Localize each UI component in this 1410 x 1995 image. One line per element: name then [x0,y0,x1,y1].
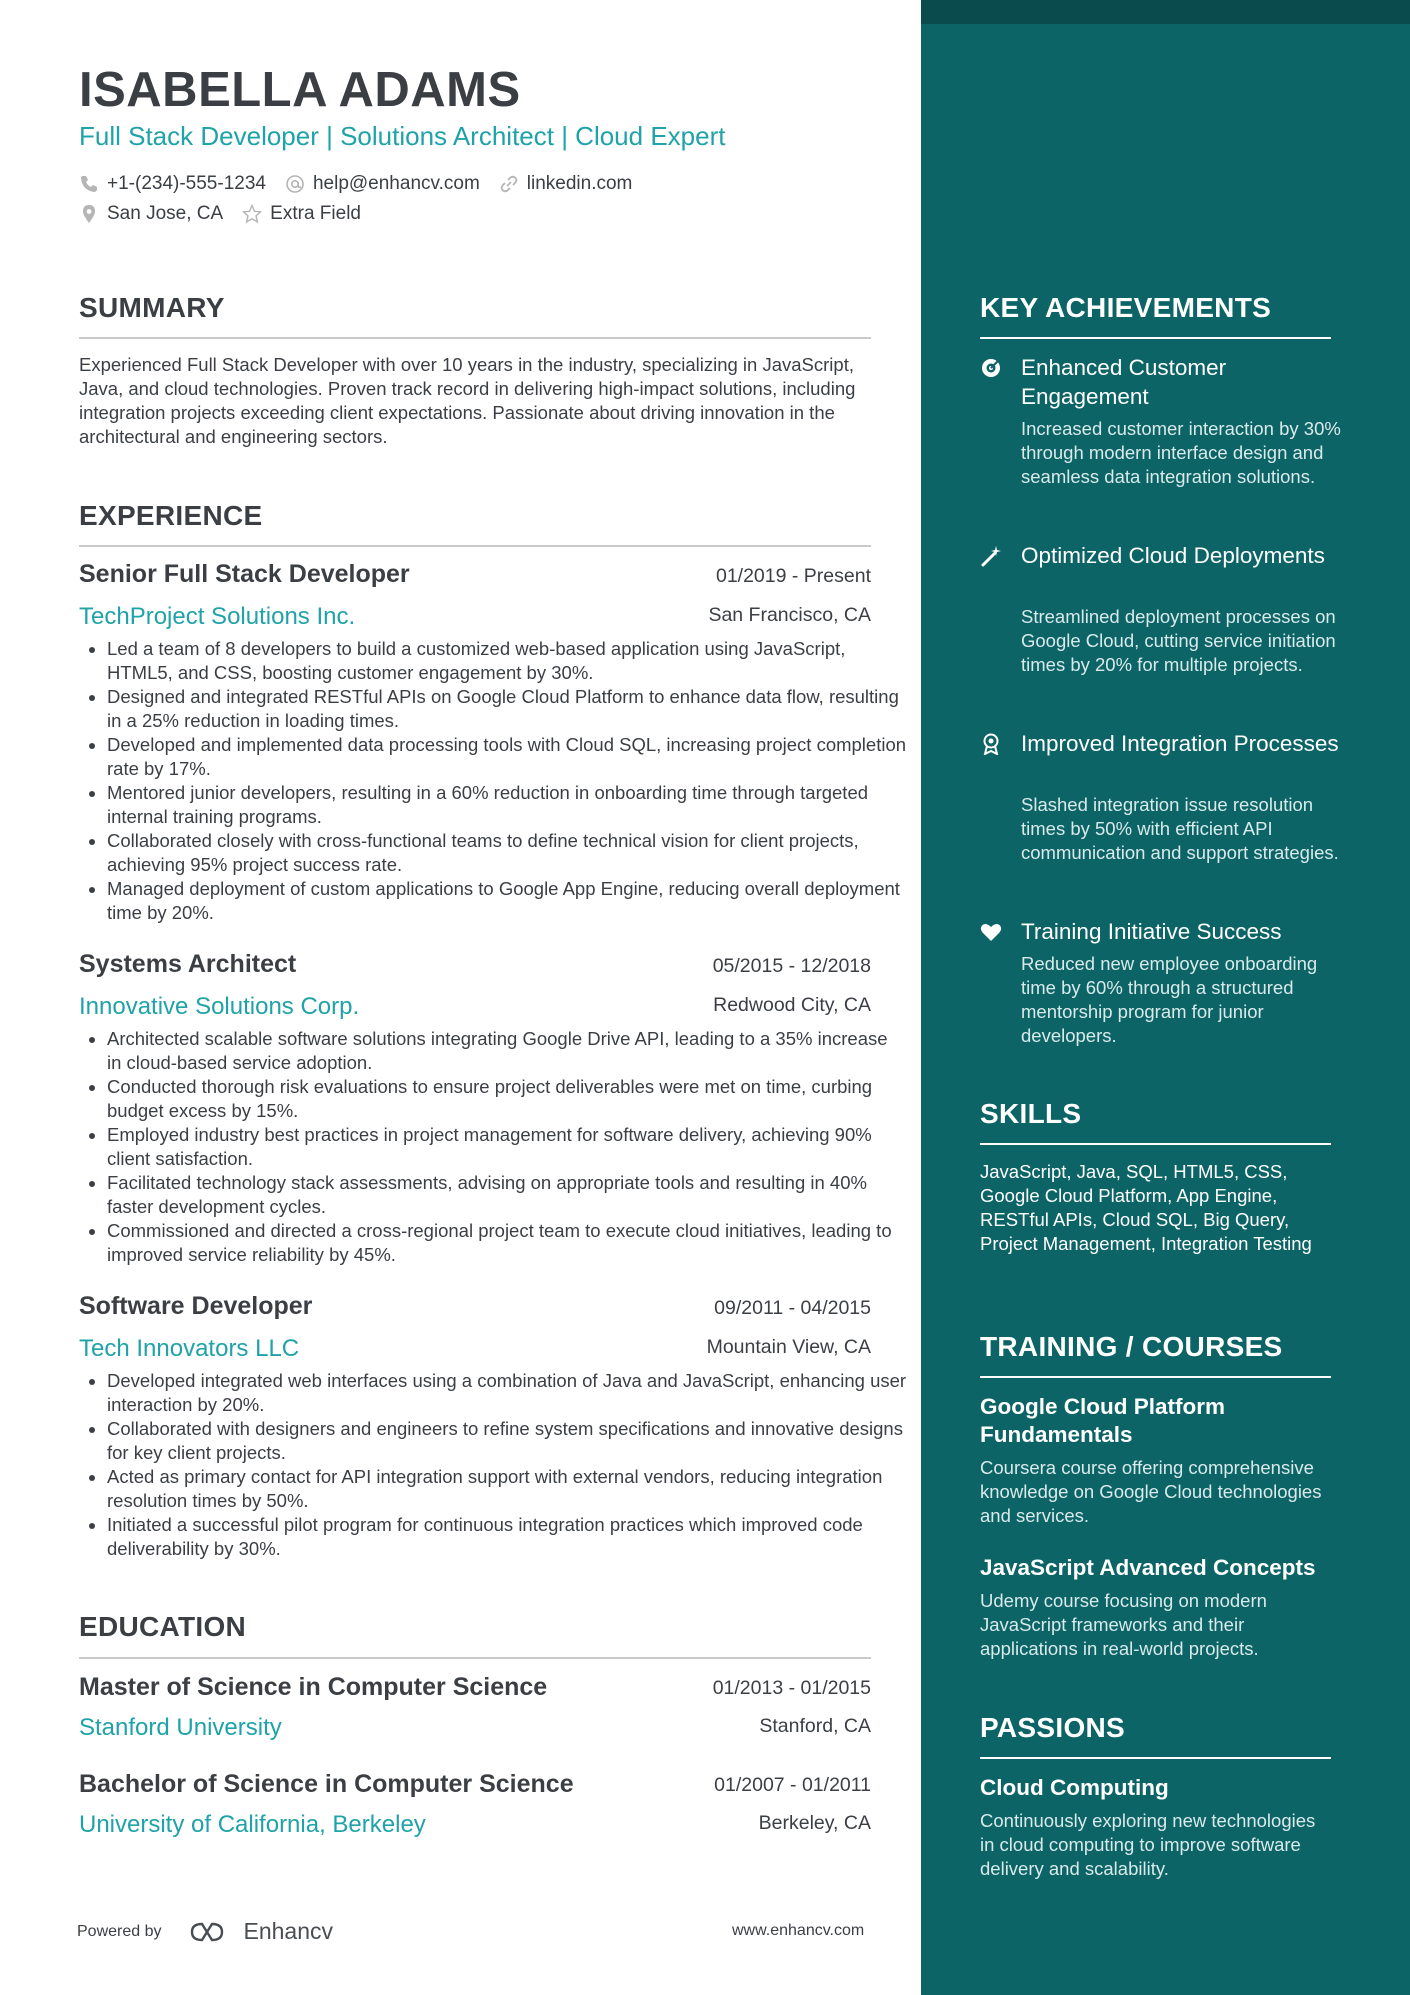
experience-divider [79,545,871,547]
candidate-name: ISABELLA ADAMS [79,63,521,117]
job-title: Senior Full Stack Developer [79,560,410,588]
location-text: San Jose, CA [107,203,224,224]
bullet: • Led a team of 8 developers to build a customized web-based application using JavaScript, HTML5, and CSS, boosting customer engagement by 30%. [107,637,907,685]
training-title: TRAINING / COURSES [980,1331,1283,1362]
bullet: • Developed and implemented data processing tools with Cloud SQL, increasing project completion rate by 17%. [107,733,907,781]
job-bullets [79,1369,907,1561]
award-ribbon-icon [980,733,1002,755]
job-location: San Francisco, CA [708,604,871,626]
bullet: • Mentored junior developers, resulting in a 60% reduction in onboarding time through targeted internal training programs. [107,781,907,829]
course-text: Coursera course offering comprehensive knowledge on Google Cloud technologies and services. [980,1457,1322,1526]
bullet: • Facilitated technology stack assessments, advising on appropriate tools and resulting in 40% faster development cycles. [107,1171,907,1219]
achievement-text: Streamlined deployment processes on Google Cloud, cutting service initiation times by 20% for multiple projects. [1021,606,1336,675]
school: Stanford University [79,1714,282,1741]
degree: Master of Science in Computer Science [79,1673,548,1701]
contact-link[interactable] [499,173,633,195]
job-dates: 05/2015 - 12/2018 [712,955,871,977]
achievement-text: Reduced new employee onboarding time by 60% through a structured mentorship program for junior developers. [1021,953,1318,1046]
degree: Bachelor of Science in Computer Science [79,1770,574,1798]
bullet: • Collaborated with designers and engineers to refine system specifications and innovative designs for key client projects. [107,1417,907,1465]
extra-text: Extra Field [270,203,361,224]
skills-title: SKILLS [980,1098,1082,1129]
summary-title: SUMMARY [79,292,225,323]
job-bullets [79,637,907,925]
enhancv-logo-icon [188,1920,234,1944]
job-location: Redwood City, CA [713,994,871,1016]
contact-row-2 [79,203,380,225]
footer-powered [77,1918,333,1945]
headline: Full Stack Developer | Solutions Architect | Cloud Expert [79,121,726,151]
job-title: Systems Architect [79,950,297,978]
location-pin-icon [79,204,99,224]
job-bullets [79,1027,907,1267]
education-location: Stanford, CA [759,1715,871,1737]
achievement-text: Slashed integration issue resolution times by 50% with efficient API communication and support strategies. [1021,794,1339,863]
sidebar [921,0,1410,1995]
job-location: Mountain View, CA [706,1336,871,1358]
course-text: Udemy course focusing on modern JavaScript frameworks and their applications in real-world projects. [980,1590,1267,1659]
star-icon [242,204,262,224]
passions-divider [980,1757,1331,1759]
achievement-title: Enhanced Customer Engagement [1021,355,1227,409]
course-title: JavaScript Advanced Concepts [980,1555,1316,1580]
phone-text: +1-(234)-555-1234 [107,173,266,194]
education-title: EDUCATION [79,1611,247,1642]
summary-divider [79,337,871,339]
education-dates: 01/2007 - 01/2011 [714,1774,871,1796]
contact-phone [79,173,266,195]
target-icon [980,357,1002,379]
bullet: • Designed and integrated RESTful APIs on Google Cloud Platform to enhance data flow, resulting in a 25% reduction in loading times. [107,685,907,733]
skills-divider [980,1143,1331,1145]
achievement-text: Increased customer interaction by 30% through modern interface design and seamless data integration solutions. [1021,418,1341,487]
passion-text: Continuously exploring new technologies in cloud computing to improve software delivery and scalability. [980,1810,1316,1879]
achievement-title: Optimized Cloud Deployments [1021,543,1325,568]
contact-location [79,203,223,225]
footer-url[interactable]: www.enhancv.com [732,1922,865,1939]
contact-row-1 [79,173,651,195]
heart-icon [980,921,1002,943]
school: University of California, Berkeley [79,1811,426,1838]
job-company: TechProject Solutions Inc. [79,603,356,630]
experience-title: EXPERIENCE [79,500,263,531]
bullet: • Conducted thorough risk evaluations to ensure project deliverables were met on time, curbing budget excess by 15%. [107,1075,907,1123]
sidebar-top-bar [921,0,1410,24]
job-company: Tech Innovators LLC [79,1335,300,1362]
bullet: • Architected scalable software solutions integrating Google Drive API, leading to a 35% increase in cloud-based service adoption. [107,1027,907,1075]
achievement-title: Training Initiative Success [1021,919,1282,944]
education-location: Berkeley, CA [758,1812,871,1834]
phone-icon [79,174,99,194]
email-text: help@enhancv.com [312,173,480,194]
bullet: • Initiated a successful pilot program for continuous integration practices which improved code deliverability by 30%. [107,1513,907,1561]
magic-wand-icon [980,545,1002,567]
summary-text: Experienced Full Stack Developer with over 10 years in the industry, specializing in JavaScript, Java, and cloud technologies. Proven track record in delivering high-impact solutions, including integration projects exceeding client expectations. Passionate about driving innovation in the architectural and engineering sectors. [79,354,856,447]
bullet: • Acted as primary contact for API integration support with external vendors, reducing integration resolution times by 50%. [107,1465,907,1513]
bullet: • Managed deployment of custom applications to Google App Engine, reducing overall deployment time by 20%. [107,877,907,925]
link-text: linkedin.com [526,173,633,194]
education-divider [79,1657,871,1659]
link-icon [499,174,519,194]
contact-email[interactable] [285,173,480,195]
achievements-divider [980,337,1331,339]
bullet: • Commissioned and directed a cross-regional project team to execute cloud initiatives, leading to improved service reliability by 45%. [107,1219,907,1267]
bullet: • Employed industry best practices in project management for software delivery, achieving 90% client satisfaction. [107,1123,907,1171]
passions-title: PASSIONS [980,1712,1126,1743]
enhancv-logo[interactable] [188,1918,334,1945]
passion-title: Cloud Computing [980,1775,1169,1800]
achievement-title: Improved Integration Processes [1021,731,1339,756]
course-title: Google Cloud Platform Fundamentals [980,1394,1225,1447]
skills-text: JavaScript, Java, SQL, HTML5, CSS, Google Cloud Platform, App Engine, RESTful APIs, Cloud SQL, Big Query, Project Management, Integration Testing [980,1161,1312,1254]
training-divider [980,1376,1331,1378]
job-company: Innovative Solutions Corp. [79,993,360,1020]
job-title: Software Developer [79,1292,313,1320]
at-sign-icon [285,174,305,194]
job-dates: 01/2019 - Present [715,565,871,587]
bullet: • Collaborated closely with cross-functional teams to define technical vision for client projects, achieving 95% project success rate. [107,829,907,877]
brand-text: Enhancv [243,1918,334,1944]
powered-by-text: Powered by [77,1922,162,1940]
education-dates: 01/2013 - 01/2015 [712,1677,871,1699]
contact-extra [242,203,361,225]
job-dates: 09/2011 - 04/2015 [714,1297,871,1319]
achievements-title: KEY ACHIEVEMENTS [980,292,1272,323]
bullet: • Developed integrated web interfaces using a combination of Java and JavaScript, enhancing user interaction by 20%. [107,1369,907,1417]
